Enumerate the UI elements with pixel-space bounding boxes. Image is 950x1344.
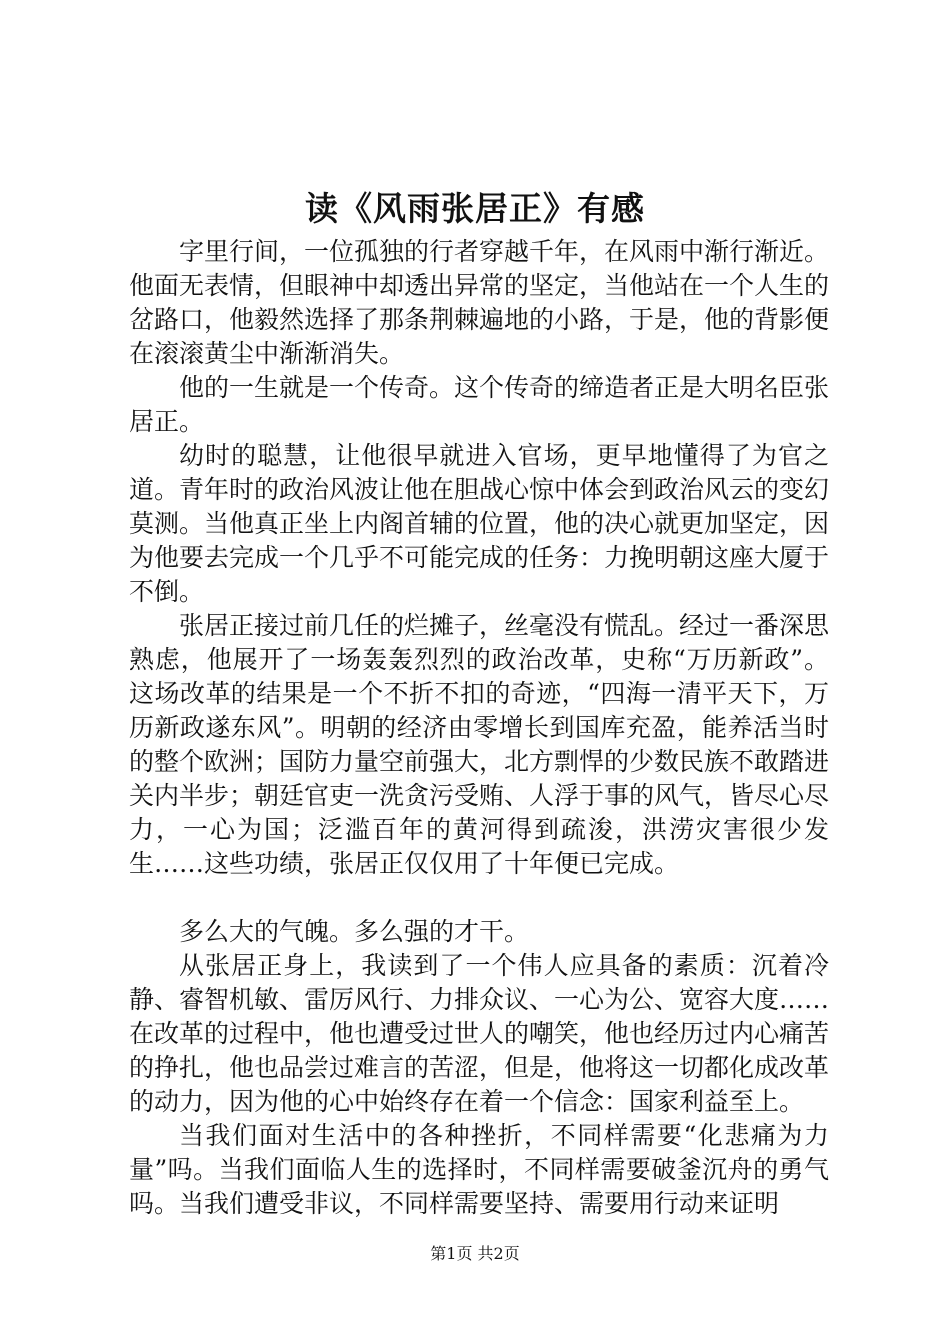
paragraph: 多么大的气魄。多么强的才干。 <box>179 917 530 946</box>
document-title: 读《风雨张居正》有感 <box>305 189 645 228</box>
paragraph: 幼时的聪慧，让他很早就进入官场，更早地懂得了为官之道。青年时的政治风波让他在胆战心惊中体会到政治风云的变幻莫测。当他真正坐上内阁首辅的位置，他的决心就更加坚定，因为他要去完成一个几乎不可能完成的任务：力挽明朝这座大厦于不倒。 <box>129 441 830 606</box>
paragraph: 当我们面对生活中的各种挫折，不同样需要“化悲痛为力量”吗。当我们面临人生的选择时，不同样需要破釜沉舟的勇气吗。当我们遭受非议，不同样需要坚持、需要用行动来证明 <box>129 1121 829 1218</box>
document-body <box>129 235 829 1221</box>
paragraph: 张居正接过前几任的烂摊子，丝毫没有慌乱。经过一番深思熟虑，他展开了一场轰轰烈烈的政治改革，史称“万历新政”。这场改革的结果是一个不折不扣的奇迹，“四海一清平天下，万历新政遂东风”。明朝的经济由零增长到国库充盈，能养活当时的整个欧洲；国防力量空前强大，北方剽悍的少数民族不敢踏进关内半步；朝廷官吏一洗贪污受贿、人浮于事的风气，皆尽心尽力，一心为国；泛滥百年的黄河得到疏浚，洪涝灾害很少发生……这些功绩，张居正仅仅用了十年便已完成。 <box>129 611 830 878</box>
paragraph-spacer <box>129 881 829 915</box>
paragraph: 他的一生就是一个传奇。这个传奇的缔造者正是大明名臣张居正。 <box>129 373 830 436</box>
paragraph: 字里行间，一位孤独的行者穿越千年，在风雨中渐行渐近。他面无表情，但眼神中却透出异常的坚定，当他站在一个人生的岔路口，他毅然选择了那条荆棘遍地的小路，于是，他的背影便在滚滚黄尘中渐渐消失。 <box>129 237 830 368</box>
paragraph: 从张居正身上，我读到了一个伟人应具备的素质：沉着冷静、睿智机敏、雷厉风行、力排众议、一心为公、宽容大度……在改革的过程中，他也遭受过世人的嘲笑，他也经历过内心痛苦的挣扎，他也品尝过难言的苦涩，但是，他将这一切都化成改革的动力，因为他的心中始终存在着一个信念：国家利益至上。 <box>129 951 830 1116</box>
page-number-footer: 第1页 共2页 <box>430 1244 520 1263</box>
